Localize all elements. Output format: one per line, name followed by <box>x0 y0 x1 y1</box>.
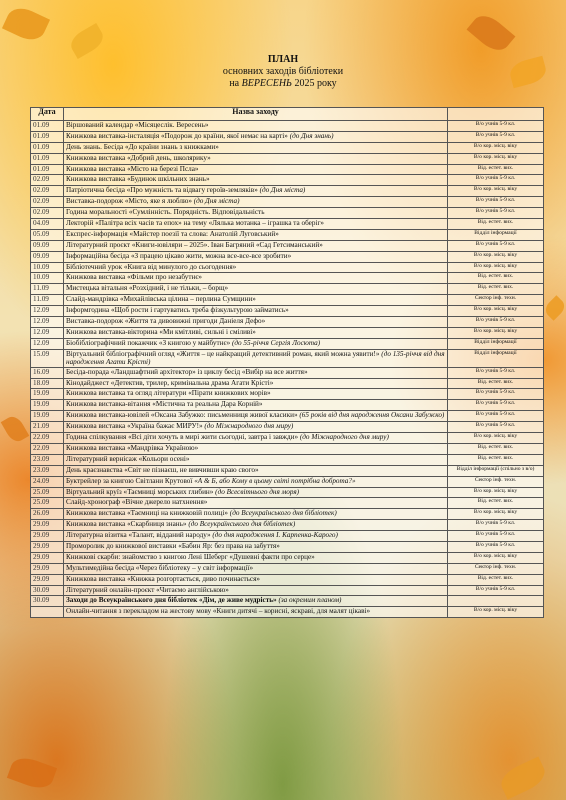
event-title-cell <box>64 378 448 389</box>
table-row <box>31 465 544 476</box>
event-title-cell <box>64 509 448 520</box>
event-title: Літературна візитка «Талант, відданий народу» <box>66 531 211 540</box>
event-date: 29.09 <box>31 552 64 563</box>
event-note: (до Всеукраїнського дня бібліотек) <box>229 509 337 518</box>
event-title: Літературний проєкт «Книги-ювіляри – 2025». Іван Багряний «Сад Гетсиманський» <box>66 240 323 249</box>
event-note: (до Дня міста) <box>259 186 306 195</box>
event-title: Проморолик до книжкової виставки «Бабин Яр: без права на забуття» <box>66 541 280 550</box>
event-audience: В/о учнів 5-9 кл. <box>448 400 544 411</box>
table-row <box>31 338 544 349</box>
event-date: 29.09 <box>31 563 64 574</box>
table-row <box>31 262 544 273</box>
event-date: 02.09 <box>31 197 64 208</box>
event-date: 23.09 <box>31 454 64 465</box>
event-title: Бесіда-порада «Ландшафтний архітектор» із циклу бесід «Вибір на все життя» <box>66 367 308 376</box>
event-title: Книжкова виставка «Добрий день, школярику» <box>66 153 211 162</box>
event-date: 01.09 <box>31 164 64 175</box>
event-date: 15.09 <box>31 349 64 367</box>
event-audience: В/о кор. місц. віку <box>448 509 544 520</box>
table-row <box>31 531 544 542</box>
event-title-cell <box>64 295 448 306</box>
event-title-cell <box>64 327 448 338</box>
event-date: 25.09 <box>31 498 64 509</box>
event-title: Година моральності «Сумлінність. Порядність. Відповідальність <box>66 208 265 217</box>
event-audience: В/о кор. місц. віку <box>448 552 544 563</box>
event-title-cell <box>64 411 448 422</box>
event-title: Віршований календар «Місяцеслік. Вересень» <box>66 121 209 129</box>
autumn-leaf-decoration <box>7 753 57 792</box>
table-row <box>31 164 544 175</box>
event-audience: В/о учнів 5-9 кл. <box>448 389 544 400</box>
event-title-cell <box>64 607 448 618</box>
plan-title: ПЛАН <box>267 54 299 65</box>
event-date: 19.09 <box>31 389 64 400</box>
event-date: 30.09 <box>31 596 64 607</box>
event-title-cell <box>64 367 448 378</box>
table-row <box>31 520 544 531</box>
event-audience: В/о кор. місц. віку <box>448 142 544 153</box>
plan-month: ВЕРЕСЕНЬ <box>241 78 292 89</box>
event-title-cell <box>64 317 448 328</box>
event-date: 01.09 <box>31 142 64 153</box>
event-title-cell <box>64 498 448 509</box>
event-note: «А & Б, або Кому в цьому світі потрібна доброта?» <box>194 476 356 485</box>
event-date: 23.09 <box>31 465 64 476</box>
event-audience: Відділ інформації <box>448 349 544 367</box>
event-title-cell <box>64 197 448 208</box>
column-header-date: Дата <box>31 108 64 121</box>
event-title: Книжкова виставка «Таємниці на книжковій полиці» <box>66 509 228 518</box>
table-row <box>31 422 544 433</box>
event-title: Книжкова виставка-вітання «Містична та реальна Дара Корній» <box>66 400 263 409</box>
event-audience: Сектор інф. техн. <box>448 295 544 306</box>
event-title: Мультимедійна бесіда «Через бібліотеку – у світ інформації» <box>66 563 254 572</box>
event-title: Віртуальний круїз «Таємниці морських глибин» <box>66 487 214 496</box>
table-row <box>31 240 544 251</box>
table-row <box>31 197 544 208</box>
event-title-cell <box>64 186 448 197</box>
event-title-cell <box>64 251 448 262</box>
table-row <box>31 454 544 465</box>
event-title: Книжкова виставка «Україна бажає МИРУ!» <box>66 422 203 431</box>
event-title-cell <box>64 443 448 454</box>
table-row <box>31 273 544 284</box>
table-row <box>31 121 544 132</box>
event-audience: Від. естет. вих. <box>448 498 544 509</box>
event-audience: В/о учнів 5-9 кл. <box>448 208 544 219</box>
event-audience: В/о кор. місц. віку <box>448 433 544 444</box>
event-audience <box>448 596 544 607</box>
event-title: Мистецька вітальня «Розхідний, і не тільки, – борщ» <box>66 284 229 293</box>
table-row <box>31 487 544 498</box>
event-title-cell <box>64 433 448 444</box>
event-date: 25.09 <box>31 487 64 498</box>
event-audience: В/о кор. місц. віку <box>448 487 544 498</box>
event-title-cell <box>64 273 448 284</box>
event-audience: Від. естет. вих. <box>448 164 544 175</box>
event-title: Слайд-мандрівка «Михайлівська цілина – перлина Сумщини» <box>66 295 256 304</box>
event-title: День знань. Бесіда «До країни знань з книжками» <box>66 142 219 151</box>
event-audience: Сектор інф. техн. <box>448 563 544 574</box>
event-title-cell <box>64 552 448 563</box>
table-row <box>31 186 544 197</box>
event-title-cell <box>64 208 448 219</box>
event-title: Книжкові скарби: знайомство з книгою Лені Шеберг «Душевні факти про серце» <box>66 552 315 561</box>
event-title-cell <box>64 219 448 230</box>
event-note: (до дня народження І. Карпенка-Карого) <box>212 531 338 540</box>
event-audience: В/о кор. місц. віку <box>448 251 544 262</box>
table-row <box>31 295 544 306</box>
event-date: 12.09 <box>31 327 64 338</box>
event-date: 01.09 <box>31 121 64 132</box>
event-title-cell <box>64 400 448 411</box>
event-note: (за окремим планом) <box>278 596 342 605</box>
event-title: Інформаційна бесіда «З працею цікаво жити, можна все-все-все зробити» <box>66 251 292 260</box>
table-row <box>31 131 544 142</box>
event-date: 22.09 <box>31 433 64 444</box>
table-row <box>31 142 544 153</box>
autumn-leaf-decoration <box>1 413 30 445</box>
event-title: Година спілкування «Всі діти хочуть в мирі жити сьогодні, завтра і завжди» <box>66 433 299 442</box>
event-note: (до Дня міста) <box>193 197 240 206</box>
table-row <box>31 378 544 389</box>
table-row <box>31 541 544 552</box>
event-title-cell <box>64 240 448 251</box>
event-title: Лекторій «Палітра всіх часів та епох» на тему «Лялька мотанка – іграшка та оберіг» <box>66 219 324 228</box>
event-title-cell <box>64 142 448 153</box>
event-title-cell <box>64 454 448 465</box>
event-note: (до Міжнародного дня миру) <box>299 433 389 442</box>
table-row <box>31 509 544 520</box>
event-date: 29.09 <box>31 541 64 552</box>
event-date: 29.09 <box>31 574 64 585</box>
table-row <box>31 443 544 454</box>
event-date: 19.09 <box>31 400 64 411</box>
event-audience: Сектор інф. техн. <box>448 476 544 487</box>
event-date: 16.09 <box>31 367 64 378</box>
events-table <box>30 107 544 618</box>
event-audience: В/о учнів 5-9 кл. <box>448 240 544 251</box>
event-audience: В/о кор. місц. віку <box>448 262 544 273</box>
table-row <box>31 284 544 295</box>
event-date: 10.09 <box>31 262 64 273</box>
event-title: Патріотична бесіда «Про мужність та відвагу героїв-земляків» <box>66 186 258 195</box>
event-audience: В/о кор. місц. віку <box>448 327 544 338</box>
autumn-leaf-decoration <box>2 3 50 45</box>
event-title-cell <box>64 229 448 240</box>
event-audience: В/о учнів 5-9 кл. <box>448 585 544 596</box>
event-date: 12.09 <box>31 306 64 317</box>
event-audience: В/о учнів 5-9 кл. <box>448 411 544 422</box>
event-title: Буктрейлер за книгою Світлани Крутової <box>66 476 193 485</box>
event-date: 26.09 <box>31 509 64 520</box>
table-row <box>31 208 544 219</box>
event-audience: В/о учнів 5-9 кл. <box>448 175 544 186</box>
event-date: 12.09 <box>31 317 64 328</box>
event-date: 29.09 <box>31 520 64 531</box>
event-date: 09.09 <box>31 251 64 262</box>
event-date: 24.09 <box>31 476 64 487</box>
autumn-leaf-decoration <box>497 756 550 799</box>
table-row <box>31 306 544 317</box>
autumn-leaf-decoration <box>542 295 566 320</box>
table-row <box>31 596 544 607</box>
event-title-cell <box>64 487 448 498</box>
table-row <box>31 476 544 487</box>
event-date: 05.09 <box>31 229 64 240</box>
table-row <box>31 153 544 164</box>
table-row <box>31 607 544 618</box>
table-row <box>31 367 544 378</box>
event-title: Експрес-інформація «Майстер поезії та слова: Анатолій Луговський» <box>66 229 279 238</box>
event-audience: Відділ інформації <box>448 338 544 349</box>
table-row <box>31 585 544 596</box>
event-title: Біобібліографічний покажчик «З книгою у майбутнє» <box>66 338 231 347</box>
event-title-cell <box>64 596 448 607</box>
event-note: (65 років від дня народження Оксани Забужко) <box>299 411 445 420</box>
event-title: Книжкова виставка «Будинок шкільних знань» <box>66 175 210 184</box>
event-title-cell <box>64 153 448 164</box>
table-row <box>31 389 544 400</box>
event-date: 02.09 <box>31 175 64 186</box>
event-audience: В/о кор. місц. віку <box>448 153 544 164</box>
event-date: 19.09 <box>31 411 64 422</box>
event-title-cell <box>64 389 448 400</box>
table-row <box>31 219 544 230</box>
table-row <box>31 552 544 563</box>
event-title-cell <box>64 131 448 142</box>
event-note: (до Міжнародного дня миру) <box>204 422 294 431</box>
event-title: Інформгодина «Щоб рости і гартуватись треба фізкультурою займатись» <box>66 306 289 315</box>
event-title-cell <box>64 541 448 552</box>
event-note: (до Всеукраїнського дня бібліотек) <box>188 520 296 529</box>
table-row <box>31 251 544 262</box>
table-row <box>31 563 544 574</box>
event-date: 30.09 <box>31 585 64 596</box>
event-date: 10.09 <box>31 273 64 284</box>
event-audience: В/о кор. місц. віку <box>448 306 544 317</box>
event-audience: Від. естет. вих. <box>448 219 544 230</box>
event-title-cell <box>64 520 448 531</box>
event-title: Бібліотечний урок «Книга від минулого до сьогодення» <box>66 262 237 271</box>
table-row <box>31 327 544 338</box>
event-audience: Відділ інформації <box>448 229 544 240</box>
event-audience: В/о учнів 5-9 кл. <box>448 317 544 328</box>
table-row <box>31 574 544 585</box>
table-row <box>31 229 544 240</box>
event-date: 09.09 <box>31 240 64 251</box>
event-title: Книжкова виставка та огляд літератури «Пірати книжкових морів» <box>66 389 271 398</box>
event-title-cell <box>64 284 448 295</box>
event-title: Книжкова виставка-вікторина «Ми кмітливі, сильні і сміливі» <box>66 327 256 336</box>
event-audience: Від. естет. вих. <box>448 574 544 585</box>
event-title-cell <box>64 585 448 596</box>
event-title: Книжкова виставка «Книжка розгортається, диво починається» <box>66 574 260 583</box>
table-row <box>31 175 544 186</box>
column-header-audience <box>448 108 544 121</box>
event-audience: В/о кор. місц. віку <box>448 607 544 618</box>
table-row <box>31 498 544 509</box>
plan-header <box>0 54 566 90</box>
table-row <box>31 433 544 444</box>
event-title: Літературний онлайн-проєкт «Читаємо англійською» <box>66 585 229 594</box>
event-audience: В/о учнів 5-9 кл. <box>448 520 544 531</box>
event-title: Слайд-хронограф «Вічне джерело натхнення» <box>66 498 208 507</box>
event-title: Книжкова виставка «Мандрівка Україною» <box>66 443 199 452</box>
event-title: Онлайн-читання з перекладом на жестову мову «Книги дитячі – корисні, яскраві, для малят цікаві» <box>66 607 371 616</box>
event-title-cell <box>64 574 448 585</box>
event-date: 01.09 <box>31 153 64 164</box>
autumn-leaf-decoration <box>467 10 516 57</box>
event-title-cell <box>64 476 448 487</box>
event-title-cell <box>64 306 448 317</box>
event-date: 04.09 <box>31 219 64 230</box>
event-audience: В/о учнів 5-9 кл. <box>448 531 544 542</box>
event-audience: Від. естет. вих. <box>448 454 544 465</box>
event-title: Виставка-подорож «Місто, яке я люблю» <box>66 197 192 206</box>
plan-subtitle: основних заходів бібліотеки <box>222 66 344 77</box>
event-title: Заходи до Всеукраїнського дня бібліотек «Дім, де живе мудрість» <box>66 596 277 605</box>
event-audience: В/о кор. місц. віку <box>448 186 544 197</box>
event-title-cell <box>64 349 448 367</box>
event-audience: В/о учнів 5-9 кл. <box>448 197 544 208</box>
event-title-cell <box>64 465 448 476</box>
event-note: (до Всесвітнього дня моря) <box>215 487 300 496</box>
event-note: (до 55-річчя Сергія Лосюта) <box>232 338 321 347</box>
event-note: (до Дня знань) <box>289 131 334 140</box>
event-audience: Відділ інформації (спільно з в/о) <box>448 465 544 476</box>
table-row <box>31 317 544 328</box>
event-audience: В/о учнів 5-9 кл. <box>448 541 544 552</box>
event-title-cell <box>64 563 448 574</box>
event-title: Книжкова виставка-ювілей «Оксана Забужко: письменниця живої класики» <box>66 411 298 420</box>
event-note: (до 135-річчя від дня народження Агати Крісті) <box>66 349 445 367</box>
event-audience: Від. естет. вих. <box>448 273 544 284</box>
event-audience: Від. естет. вих. <box>448 443 544 454</box>
event-date: 01.09 <box>31 131 64 142</box>
column-header-title: Назва заходу <box>64 108 448 121</box>
event-audience: В/о учнів 5-9 кл. <box>448 367 544 378</box>
event-title: Книжкова виставка-інсталяція «Подорож до країни, якої немає на карті» <box>66 131 288 140</box>
table-row <box>31 400 544 411</box>
event-audience: Від. естет. вих. <box>448 284 544 295</box>
table-row <box>31 349 544 367</box>
event-audience: В/о учнів 5-9 кл. <box>448 422 544 433</box>
event-date <box>31 607 64 618</box>
event-date: 11.09 <box>31 295 64 306</box>
event-date: 02.09 <box>31 208 64 219</box>
event-date: 22.09 <box>31 443 64 454</box>
event-title-cell <box>64 175 448 186</box>
plan-period: на ВЕРЕСЕНЬ 2025 року <box>229 78 337 89</box>
event-title: Кінодайджест «Детектив, трилер, кримінальна драма Агати Крісті» <box>66 378 274 387</box>
event-title-cell <box>64 338 448 349</box>
event-title-cell <box>64 531 448 542</box>
event-title-cell <box>64 262 448 273</box>
event-date: 12.09 <box>31 338 64 349</box>
event-date: 11.09 <box>31 284 64 295</box>
event-title: Книжкова виставка «Скарбниця знань» <box>66 520 187 529</box>
event-date: 21.09 <box>31 422 64 433</box>
event-date: 02.09 <box>31 186 64 197</box>
event-title: Літературний вернісаж «Кольори осені» <box>66 454 190 463</box>
event-audience: В/о учнів 5-9 кл. <box>448 131 544 142</box>
event-title: Віртуальний бібліографічний огляд «Життя – це найкращий детективний роман, який можна уявити!» <box>66 349 380 358</box>
event-title: День краєзнавства «Світ не пізнаєш, не вивчивши краю свого» <box>66 465 259 474</box>
event-title: Книжкова виставка «Місто на березі Псла» <box>66 164 199 173</box>
event-title-cell <box>64 164 448 175</box>
event-title: Книжкова виставка «Фільми про незабутнє» <box>66 273 203 282</box>
event-audience: В/о учнів 5-9 кл. <box>448 121 544 132</box>
table-header-row <box>31 108 544 121</box>
table-row <box>31 411 544 422</box>
event-title-cell <box>64 121 448 132</box>
event-title: Виставка-подорож «Життя та дивовижні пригоди Даніеля Дефо» <box>66 317 266 326</box>
event-title-cell <box>64 422 448 433</box>
event-date: 29.09 <box>31 531 64 542</box>
event-audience: Від. естет. вих. <box>448 378 544 389</box>
event-date: 18.09 <box>31 378 64 389</box>
